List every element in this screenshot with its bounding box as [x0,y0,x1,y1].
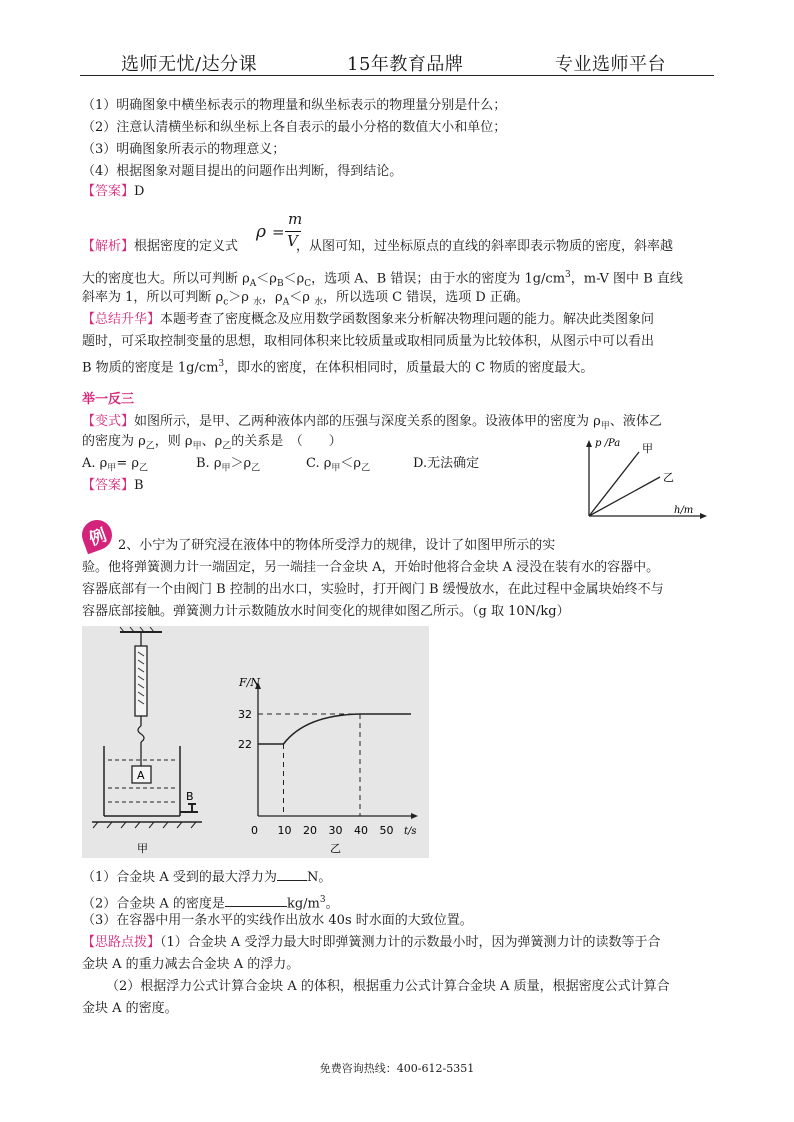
option-text: A. ρ [82,456,108,471]
hint-text: （1）合金块 A 受浮力最大时即弹簧测力计的示数最小时，因为弹簧测力计的读数等于合 [160,935,661,950]
answer-value: D [134,184,145,199]
answer-1 [82,181,144,203]
answer-blank-2[interactable] [225,906,287,907]
question-text: 。 [325,896,339,912]
formula-equals: = [272,223,285,241]
summary-text: ，即水的密度，在体积相同时，质量最大的 C 物质的密度最大。 [224,360,594,376]
practice-answer-value: B [134,478,144,493]
summary-line-1 [82,309,654,331]
analysis-line-1 [82,236,673,258]
pressure-depth-graph [575,432,710,520]
practice-heading: 举一反三 [82,392,135,407]
header-divider [80,75,714,76]
figure-right-caption: 乙 [330,842,341,855]
option-b[interactable] [196,453,260,480]
subscript: 乙 [138,463,148,474]
alloy-block-a-label: A [137,769,145,782]
summary-text: 本题考查了密度概念及应用数学函数图象来分析解决物理问题的能力。解决此类图象问 [160,312,655,327]
analysis-text: ，所以选项 C 错误，选项 D 正确。 [322,290,529,305]
summary-line-2: 题时，可采取控制变量的思想，取相同体积来比较质量或取相同质量为比较体积，从图示中可以看出 [82,334,655,349]
page-header [0,50,794,76]
practice-answer-tag: 【答案】 [82,478,135,493]
subscript: 乙 [145,441,155,452]
practice-text: 如图所示，是甲、乙两种液体内部的压强与深度关系的图象。设液体甲的密度为 ρ [134,414,601,429]
question-text: N。 [306,870,332,885]
example2-line-4: 容器底部接触。弹簧测力计示数随放水时间变化的规律如图乙所示。（g 取 10N/kg） [82,604,570,619]
analysis-text: 斜率为 1，所以可判断 ρ [82,290,224,305]
subscript: 甲 [192,441,202,452]
analysis-text: 大的密度也大。所以可判断 ρ [82,271,250,287]
analysis-text: ＞ρ [228,290,254,305]
hint-line-3: （2）根据浮力公式计算合金块 A 的体积，根据重力公式计算合金块 A 质量，根据密度公式计算合 [106,979,670,994]
hint-tag: 【思路点拨】 [82,935,161,950]
subscript: 甲 [331,463,341,474]
badge-text: 例 [86,525,110,550]
y-tick-label: 32 [238,708,252,721]
hint-line-4: 金块 A 的密度。 [82,1001,178,1016]
option-text: ＜ρ [340,456,362,471]
practice-text: 、ρ [201,434,223,449]
label-yi: 乙 [663,471,674,484]
f-axis-label: F/N [239,676,260,689]
subscript: 乙 [251,463,261,474]
example2-line-1: 2、小宁为了研究浸在液体中的物体所受浮力的规律，设计了如图甲所示的实 [118,538,556,553]
analysis-text: ，ρ [262,290,283,305]
practice-text: ，则 ρ [154,434,193,449]
analysis-text: ＜ρ [283,271,305,287]
analysis-text-1b: ，从图可知，过坐标原点的直线的斜率即表示物质的密度，斜率越 [296,239,674,254]
option-text: B. ρ [196,456,222,471]
hint-line-1 [82,932,660,954]
question-1 [82,867,331,889]
step-1: （1）明确图象中横坐标表示的物理量和纵坐标表示的物理量分别是什么； [82,98,507,113]
practice-text: 的密度为 ρ [82,434,146,449]
subscript: A [249,278,257,289]
option-text: C. ρ [306,456,332,471]
line-jia [589,452,639,516]
analysis-text-1a: 根据密度的定义式 [134,239,239,254]
question-text: （1）合金块 A 受到的最大浮力为 [82,870,277,885]
option-c[interactable] [306,453,370,480]
x-tick-label: 10 [277,824,292,837]
figure-left-caption: 甲 [137,842,148,855]
superscript: 3 [565,270,571,280]
practice-answer [82,475,144,497]
example2-line-2: 验。他将弹簧测力计一端固定，另一端挂一合金块 A，开始时他将合金块 A 浸没在装有水的容器中。 [82,560,660,575]
step-3: （3）明确图象所表示的物理意义； [82,142,286,157]
graph-y-arrow [586,440,592,447]
line-yi [589,477,660,516]
analysis-text: ，选项 A、B 错误；由于水的密度为 1g/cm [311,271,566,287]
graph-x-arrow [700,513,707,519]
header-right: 专业选师平台 [555,54,666,75]
header-left: 选师无忧/达分课 [121,54,258,75]
question-text: （2）合金块 A 的密度是 [82,896,225,912]
option-text: = ρ [116,456,139,471]
label-jia: 甲 [642,442,653,455]
y-tick-label: 22 [238,738,252,751]
answer-tag: 【答案】 [82,184,135,199]
experiment-figure [82,626,429,858]
subscript: A [282,297,290,308]
x-tick-label: 20 [303,824,317,837]
step-4: （4）根据图象对题目提出的问题作出判断，得到结论。 [82,164,403,179]
x-tick-label: 50 [379,824,394,837]
summary-text: B 物质的密度是 1g/cm [82,360,219,376]
t-axis-label: t/s [404,826,417,837]
subscript: 乙 [222,441,232,452]
question-3: （3）在容器中用一条水平的实线作出放水 40s 时水面的大致位置。 [82,913,473,928]
answer-blank-1[interactable] [277,880,307,881]
spring-scale [135,646,147,716]
example2-line-3: 容器底部有一个由阀门 B 控制的出水口，实验时，打开阀门 B 缓慢放水，在此过程中金属块始终不与 [82,582,664,597]
graph-y-label: p /Pa [595,438,621,449]
header-center: 15年教育品牌 [347,54,464,75]
valve-b-label: B [186,790,194,803]
subscript: C [304,278,312,289]
subscript: 甲 [600,421,610,432]
question-text: kg/m [286,896,320,912]
summary-line-3 [82,353,593,379]
x-tick-label: 40 [354,824,368,837]
practice-text: 的关系是 （ ） [231,434,342,449]
subscript: 甲 [107,463,117,474]
analysis-text: ＜ρ [289,290,314,305]
analysis-tag: 【解析】 [82,239,135,254]
practice-text: 、液体乙 [609,414,662,429]
formula-rho: ρ [256,222,266,242]
graph-x-label: h/m [674,505,694,516]
subscript: 甲 [221,463,231,474]
superscript: 3 [218,359,225,369]
formula-numerator: m [288,210,303,228]
analysis-text: ＜ρ [256,271,277,287]
formula-denominator: V [287,232,298,250]
x-tick-label: 30 [328,824,343,837]
x-tick-label: 0 [251,824,258,837]
superscript: 3 [319,895,326,905]
footer-hotline: 免费咨询热线：400-612-5351 [319,1062,475,1075]
example-badge [78,516,116,554]
subscript: 乙 [361,463,371,474]
subscript: B [276,278,284,289]
step-2: （2）注意认清横坐标和纵坐标上各自表示的最小分格的数值大小和单位； [82,120,507,135]
subscript: 水 [253,297,263,308]
summary-tag: 【总结升华】 [82,312,161,327]
subscript: 水 [313,297,323,308]
option-d[interactable]: D.无法确定 [413,456,480,471]
hint-line-2: 金块 A 的重力减去合金块 A 的浮力。 [82,957,300,972]
subscript: c [223,297,229,308]
option-text: ＞ρ [230,456,252,471]
practice-tag: 【变式】 [82,414,135,429]
analysis-text: ，m-V 图中 B 直线 [570,271,683,287]
